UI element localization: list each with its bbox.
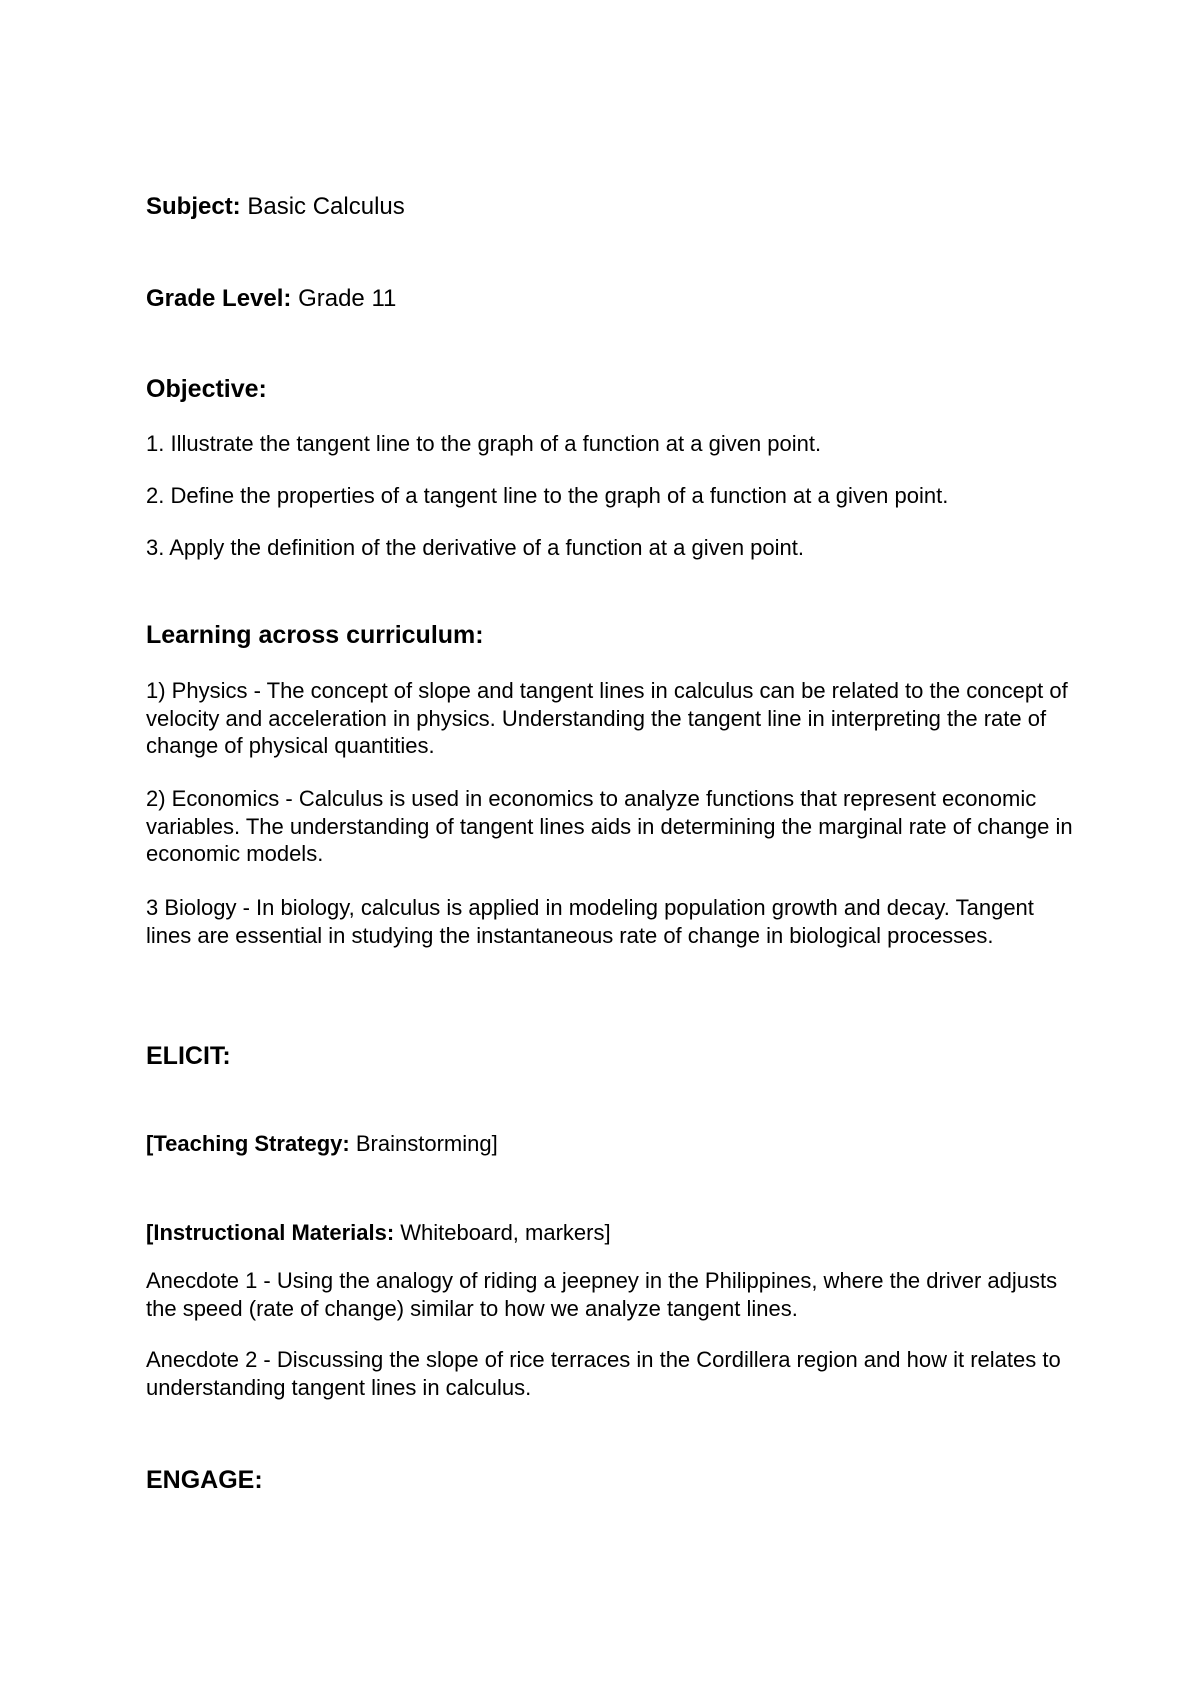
- subject-line: [146, 192, 405, 222]
- grade-level-value: Grade 11: [298, 285, 397, 312]
- teaching-strategy-label: Teaching Strategy:: [153, 1131, 350, 1156]
- anecdote-2: Anecdote 2 - Discussing the slope of rice terraces in the Cordillera region and how it relates to understanding tangent lines in calculus.: [146, 1347, 1061, 1400]
- anecdote-1: Anecdote 1 - Using the analogy of riding a jeepney in the Philippines, where the driver adjusts the speed (rate of change) similar to how we analyze tangent lines.: [146, 1268, 1058, 1321]
- grade-level-label: Grade Level:: [146, 285, 292, 312]
- objective-item-1: 1. Illustrate the tangent line to the graph of a function at a given point.: [146, 431, 822, 456]
- learning-item-biology: 3 Biology - In biology, calculus is applied in modeling population growth and decay. Tangent lines are essential in studying the instantaneous rate of change in biological processes.: [146, 895, 1034, 948]
- learning-item-economics: 2) Economics - Calculus is used in economics to analyze functions that represent economic variables. The understanding of tangent lines aids in determining the marginal rate of change in economic models.: [146, 786, 1073, 866]
- subject-label: Subject:: [146, 193, 241, 220]
- instructional-materials-open: [: [146, 1220, 154, 1245]
- objective-item-3: 3. Apply the definition of the derivative of a function at a given point.: [146, 535, 804, 560]
- engage-heading: ENGAGE:: [146, 1466, 263, 1494]
- elicit-heading: ELICIT:: [146, 1042, 231, 1070]
- instructional-materials-close: ]: [604, 1220, 611, 1245]
- subject-value: Basic Calculus: [247, 193, 405, 220]
- objective-heading: Objective:: [146, 375, 267, 403]
- learning-item-physics: 1) Physics - The concept of slope and tangent lines in calculus can be related to the concept of velocity and acceleration in physics. Understanding the tangent line in interpreting the rate of change of physical quantities.: [146, 678, 1068, 758]
- instructional-materials-line: [146, 1219, 611, 1247]
- instructional-materials-value: Whiteboard, markers: [400, 1220, 605, 1245]
- learning-heading: Learning across curriculum:: [146, 621, 484, 649]
- instructional-materials-label: Instructional Materials:: [153, 1220, 395, 1245]
- teaching-strategy-value: Brainstorming: [355, 1131, 492, 1156]
- teaching-strategy-line: [146, 1130, 498, 1158]
- teaching-strategy-open: [: [146, 1131, 154, 1156]
- objective-item-2: 2. Define the properties of a tangent line to the graph of a function at a given point.: [146, 483, 949, 508]
- grade-level-line: [146, 284, 396, 314]
- teaching-strategy-close: ]: [491, 1131, 498, 1156]
